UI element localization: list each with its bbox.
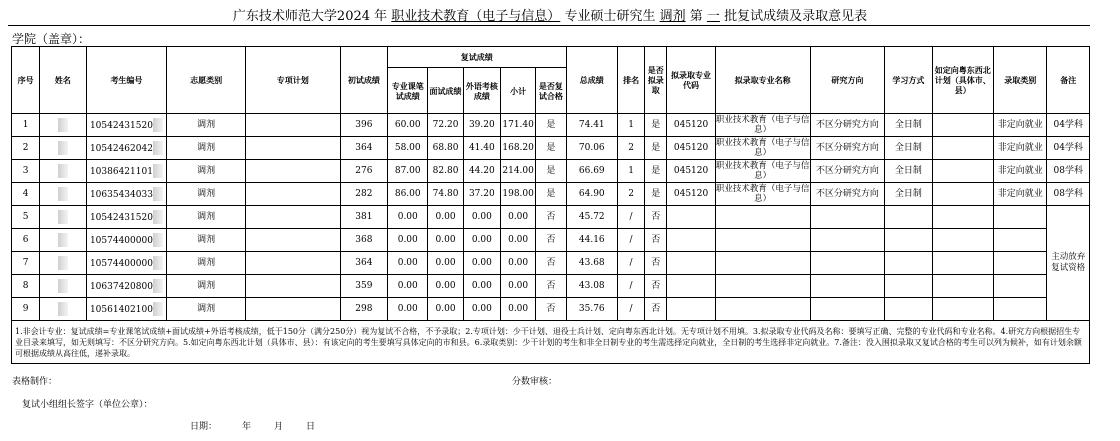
cell-interview: 74.80 bbox=[428, 183, 463, 206]
cell-plan bbox=[245, 160, 340, 183]
cell-study-mode bbox=[885, 298, 932, 321]
cell-admit: 是 bbox=[645, 137, 667, 160]
redaction-mark bbox=[58, 256, 68, 270]
redaction-mark bbox=[153, 256, 163, 270]
cell-no: 3 bbox=[12, 160, 40, 183]
cell-category: 调剂 bbox=[167, 137, 246, 160]
notes-text: 1.非会计专业：复试成绩=专业课笔试成绩+面试成绩+外语考核成绩，低于150分（满分250分）视为复试不合格，不予录取；2.专项计划：少干计划、退役士兵计划、定向粤东西北计划。无专项计划不用填。3.拟录取专业代码及名称：要填写正确、完整的专业代码和专业名称。4.研究方向根据招生专业目录来填写，如无则填写：不区分研究方向。5.如定向粤东西北计划（具体市、县）：有该定向的考生要填写具体定向的市和县。6.录取类别：少干计划的考生和非全日制专业的考生需选择定向就业，全日制的考生选择非定向就业。7.备注：没入围拟录取又复试合格的考生可以列为候补，如有计划余额可根据成绩从高往低，递补录取。 bbox=[12, 321, 1090, 364]
cell-study-mode bbox=[885, 252, 932, 275]
cell-no: 8 bbox=[12, 275, 40, 298]
cell-interview: 0.00 bbox=[428, 229, 463, 252]
cell-initial: 276 bbox=[340, 160, 387, 183]
date-year-label: 年 bbox=[242, 422, 252, 432]
header-major: 拟录取专业名称 bbox=[715, 47, 810, 114]
header-foreign: 外语考核成绩 bbox=[463, 68, 500, 114]
cell-subtotal: 198.00 bbox=[500, 183, 535, 206]
cell-written: 0.00 bbox=[388, 229, 428, 252]
cell-direction bbox=[810, 206, 885, 229]
cell-plan bbox=[245, 137, 340, 160]
table-row bbox=[12, 252, 1090, 275]
cell-foreign: 0.00 bbox=[463, 298, 500, 321]
cell-pass: 否 bbox=[536, 252, 566, 275]
cell-pass: 是 bbox=[536, 137, 566, 160]
title-kind: 调剂 bbox=[659, 9, 686, 24]
cell-name-redacted bbox=[40, 160, 86, 183]
cell-rank: 2 bbox=[617, 137, 644, 160]
cell-initial: 364 bbox=[340, 252, 387, 275]
redaction-mark bbox=[153, 279, 163, 293]
header-oriented: 如定向粤东西北计划（具体市、县） bbox=[932, 47, 994, 114]
cell-no: 6 bbox=[12, 229, 40, 252]
cell-pass: 否 bbox=[536, 229, 566, 252]
header-interview: 面试成绩 bbox=[428, 68, 463, 114]
cell-written: 0.00 bbox=[388, 275, 428, 298]
redaction-mark bbox=[58, 118, 68, 132]
cell-oriented bbox=[932, 252, 994, 275]
cell-subtotal: 0.00 bbox=[500, 275, 535, 298]
cell-no: 9 bbox=[12, 298, 40, 321]
cell-name-redacted bbox=[40, 229, 86, 252]
cell-pass: 否 bbox=[536, 298, 566, 321]
cell-exam-id bbox=[86, 229, 167, 252]
cell-initial: 364 bbox=[340, 137, 387, 160]
exam-id-text: 10574400000 bbox=[89, 235, 153, 246]
cell-initial: 368 bbox=[340, 229, 387, 252]
cell-remark: 04学科 bbox=[1047, 137, 1090, 160]
cell-oriented bbox=[932, 160, 994, 183]
cell-foreign: 0.00 bbox=[463, 206, 500, 229]
cell-name-redacted bbox=[40, 206, 86, 229]
cell-oriented bbox=[932, 137, 994, 160]
redaction-mark bbox=[58, 210, 68, 224]
cell-name-redacted bbox=[40, 183, 86, 206]
header-study-mode: 学习方式 bbox=[885, 47, 932, 114]
cell-admit: 是 bbox=[645, 114, 667, 137]
cell-admit-type: 非定向就业 bbox=[994, 114, 1047, 137]
exam-id-text: 10542431520 bbox=[89, 212, 153, 223]
cell-plan bbox=[245, 298, 340, 321]
cell-interview: 72.20 bbox=[428, 114, 463, 137]
cell-interview: 0.00 bbox=[428, 206, 463, 229]
header-category: 志愿类别 bbox=[167, 47, 246, 114]
cell-initial: 359 bbox=[340, 275, 387, 298]
cell-code: 045120 bbox=[667, 137, 715, 160]
cell-subtotal: 0.00 bbox=[500, 206, 535, 229]
cell-direction bbox=[810, 275, 885, 298]
cell-initial: 282 bbox=[340, 183, 387, 206]
title-pre: 广东技术师范大学2024 年 bbox=[232, 9, 388, 24]
cell-category: 调剂 bbox=[167, 114, 246, 137]
cell-rank: 2 bbox=[617, 183, 644, 206]
cell-exam-id bbox=[86, 275, 167, 298]
cell-admit-type bbox=[994, 275, 1047, 298]
title-divider bbox=[8, 25, 1090, 26]
header-rank: 排名 bbox=[617, 47, 644, 114]
table-row bbox=[12, 137, 1090, 160]
cell-major bbox=[715, 252, 810, 275]
cell-name-redacted bbox=[40, 252, 86, 275]
header-retest-group: 复试成绩 bbox=[388, 47, 566, 68]
cell-plan bbox=[245, 183, 340, 206]
redaction-mark bbox=[58, 302, 68, 316]
cell-subtotal: 168.20 bbox=[500, 137, 535, 160]
cell-interview: 0.00 bbox=[428, 252, 463, 275]
redaction-mark bbox=[153, 187, 163, 201]
redaction-mark bbox=[153, 164, 163, 178]
header-name: 姓名 bbox=[40, 47, 86, 114]
cell-exam-id bbox=[86, 183, 167, 206]
cell-code bbox=[667, 229, 715, 252]
cell-code bbox=[667, 275, 715, 298]
cell-written: 0.00 bbox=[388, 206, 428, 229]
cell-oriented bbox=[932, 298, 994, 321]
cell-remark: 08学科 bbox=[1047, 183, 1090, 206]
cell-direction bbox=[810, 229, 885, 252]
cell-rank: / bbox=[617, 206, 644, 229]
cell-admit: 是 bbox=[645, 160, 667, 183]
cell-pass: 否 bbox=[536, 275, 566, 298]
redaction-mark bbox=[153, 302, 163, 316]
cell-total: 35.76 bbox=[566, 298, 617, 321]
redaction-mark bbox=[58, 279, 68, 293]
redaction-mark bbox=[153, 210, 163, 224]
score-reviewer-label: 分数审核： bbox=[512, 377, 558, 387]
college-label: 学院（盖章）： bbox=[12, 32, 91, 46]
redaction-mark bbox=[58, 141, 68, 155]
header-admit-type: 录取类别 bbox=[994, 47, 1047, 114]
cell-written: 87.00 bbox=[388, 160, 428, 183]
cell-no: 1 bbox=[12, 114, 40, 137]
cell-interview: 82.80 bbox=[428, 160, 463, 183]
cell-interview: 68.80 bbox=[428, 137, 463, 160]
cell-written: 60.00 bbox=[388, 114, 428, 137]
cell-category: 调剂 bbox=[167, 160, 246, 183]
cell-foreign: 37.20 bbox=[463, 183, 500, 206]
cell-oriented bbox=[932, 275, 994, 298]
cell-initial: 396 bbox=[340, 114, 387, 137]
date-month-label: 月 bbox=[274, 422, 284, 432]
cell-study-mode: 全日制 bbox=[885, 183, 932, 206]
cell-name-redacted bbox=[40, 137, 86, 160]
date-label: 日期： bbox=[190, 422, 218, 432]
cell-exam-id bbox=[86, 114, 167, 137]
cell-admit: 否 bbox=[645, 206, 667, 229]
cell-name-redacted bbox=[40, 275, 86, 298]
cell-category: 调剂 bbox=[167, 298, 246, 321]
cell-total: 45.72 bbox=[566, 206, 617, 229]
cell-plan bbox=[245, 114, 340, 137]
title-post: 批复试成绩及录取意见表 bbox=[724, 9, 868, 24]
cell-pass: 是 bbox=[536, 160, 566, 183]
cell-pass: 是 bbox=[536, 183, 566, 206]
cell-interview: 0.00 bbox=[428, 275, 463, 298]
cell-pass: 否 bbox=[536, 206, 566, 229]
cell-plan bbox=[245, 275, 340, 298]
cell-rank: / bbox=[617, 275, 644, 298]
header-direction: 研究方向 bbox=[810, 47, 885, 114]
cell-total: 43.08 bbox=[566, 275, 617, 298]
cell-direction: 不区分研究方向 bbox=[810, 114, 885, 137]
redaction-mark bbox=[58, 233, 68, 247]
header-admit: 是否拟录取 bbox=[645, 47, 667, 114]
cell-code bbox=[667, 206, 715, 229]
redaction-mark bbox=[153, 233, 163, 247]
cell-oriented bbox=[932, 114, 994, 137]
cell-major: 职业技术教育（电子与信息） bbox=[715, 138, 810, 158]
cell-admit: 否 bbox=[645, 229, 667, 252]
group-leader-signature-label: 复试小组组长签字（单位公章）： bbox=[22, 400, 153, 410]
cell-major: 职业技术教育（电子与信息） bbox=[715, 161, 810, 181]
table-row bbox=[12, 229, 1090, 252]
cell-written: 0.00 bbox=[388, 298, 428, 321]
header-code: 拟录取专业代码 bbox=[667, 47, 715, 114]
cell-code: 045120 bbox=[667, 114, 715, 137]
cell-study-mode bbox=[885, 206, 932, 229]
cell-admit: 是 bbox=[645, 183, 667, 206]
exam-id-text: 10542431520 bbox=[89, 120, 153, 131]
cell-category: 调剂 bbox=[167, 206, 246, 229]
cell-major: 职业技术教育（电子与信息） bbox=[715, 115, 810, 135]
cell-plan bbox=[245, 252, 340, 275]
table-row bbox=[12, 160, 1090, 183]
cell-study-mode bbox=[885, 229, 932, 252]
redaction-mark bbox=[58, 187, 68, 201]
cell-category: 调剂 bbox=[167, 229, 246, 252]
cell-category: 调剂 bbox=[167, 252, 246, 275]
title-di: 第 bbox=[689, 9, 703, 24]
table-row bbox=[12, 183, 1090, 206]
cell-oriented bbox=[932, 206, 994, 229]
cell-rank: 1 bbox=[617, 160, 644, 183]
header-no: 序号 bbox=[12, 47, 40, 114]
cell-name-redacted bbox=[40, 298, 86, 321]
cell-direction bbox=[810, 252, 885, 275]
header-subtotal: 小计 bbox=[500, 68, 535, 114]
cell-subtotal: 0.00 bbox=[500, 298, 535, 321]
cell-remark: 04学科 bbox=[1047, 114, 1090, 137]
cell-remark: 08学科 bbox=[1047, 160, 1090, 183]
title-mid: 专业硕士研究生 bbox=[564, 9, 656, 24]
exam-id-text: 10542462042 bbox=[89, 143, 153, 154]
cell-admit-type bbox=[994, 252, 1047, 275]
cell-foreign: 0.00 bbox=[463, 252, 500, 275]
date-day-label: 日 bbox=[306, 422, 316, 432]
cell-direction: 不区分研究方向 bbox=[810, 183, 885, 206]
cell-total: 64.90 bbox=[566, 183, 617, 206]
cell-initial: 381 bbox=[340, 206, 387, 229]
cell-study-mode bbox=[885, 275, 932, 298]
cell-rank: / bbox=[617, 252, 644, 275]
cell-exam-id bbox=[86, 137, 167, 160]
table-row bbox=[12, 298, 1090, 321]
cell-category: 调剂 bbox=[167, 275, 246, 298]
cell-total: 74.41 bbox=[566, 114, 617, 137]
cell-code bbox=[667, 252, 715, 275]
cell-total: 44.16 bbox=[566, 229, 617, 252]
cell-total: 66.69 bbox=[566, 160, 617, 183]
cell-rank: / bbox=[617, 298, 644, 321]
cell-subtotal: 0.00 bbox=[500, 252, 535, 275]
notes-row bbox=[12, 321, 1090, 364]
cell-study-mode: 全日制 bbox=[885, 160, 932, 183]
header-plan: 专项计划 bbox=[245, 47, 340, 114]
header-initial: 初试成绩 bbox=[340, 47, 387, 114]
cell-exam-id bbox=[86, 298, 167, 321]
cell-major bbox=[715, 229, 810, 252]
table-maker-label: 表格制作： bbox=[12, 377, 58, 387]
cell-admit: 否 bbox=[645, 252, 667, 275]
cell-foreign: 0.00 bbox=[463, 275, 500, 298]
cell-admit-type: 非定向就业 bbox=[994, 137, 1047, 160]
cell-total: 70.06 bbox=[566, 137, 617, 160]
results-table bbox=[11, 46, 1090, 364]
cell-foreign: 0.00 bbox=[463, 229, 500, 252]
cell-rank: 1 bbox=[617, 114, 644, 137]
cell-no: 5 bbox=[12, 206, 40, 229]
cell-foreign: 41.40 bbox=[463, 137, 500, 160]
cell-total: 43.68 bbox=[566, 252, 617, 275]
header-remark: 备注 bbox=[1047, 47, 1090, 114]
college-stamp-line bbox=[12, 30, 182, 47]
cell-category: 调剂 bbox=[167, 183, 246, 206]
header-exam-id: 考生编号 bbox=[86, 47, 167, 114]
redaction-mark bbox=[153, 118, 163, 132]
cell-code: 045120 bbox=[667, 183, 715, 206]
cell-subtotal: 171.40 bbox=[500, 114, 535, 137]
cell-interview: 0.00 bbox=[428, 298, 463, 321]
cell-admit-type: 非定向就业 bbox=[994, 183, 1047, 206]
cell-direction: 不区分研究方向 bbox=[810, 137, 885, 160]
cell-admit-type bbox=[994, 298, 1047, 321]
cell-subtotal: 214.00 bbox=[500, 160, 535, 183]
cell-no: 4 bbox=[12, 183, 40, 206]
page-title bbox=[0, 5, 1100, 24]
cell-plan bbox=[245, 206, 340, 229]
cell-exam-id bbox=[86, 252, 167, 275]
cell-written: 58.00 bbox=[388, 137, 428, 160]
redaction-mark bbox=[58, 164, 68, 178]
cell-admit-type bbox=[994, 206, 1047, 229]
cell-subtotal: 0.00 bbox=[500, 229, 535, 252]
cell-written: 0.00 bbox=[388, 252, 428, 275]
cell-foreign: 44.20 bbox=[463, 160, 500, 183]
exam-id-text: 10637420800 bbox=[89, 281, 153, 292]
exam-id-text: 10561402100 bbox=[89, 304, 153, 315]
cell-remark-merged: 主动放弃复试资格 bbox=[1047, 206, 1090, 321]
cell-admit: 否 bbox=[645, 275, 667, 298]
cell-major bbox=[715, 298, 810, 321]
cell-code: 045120 bbox=[667, 160, 715, 183]
table-row bbox=[12, 275, 1090, 298]
header-total: 总成绩 bbox=[566, 47, 617, 114]
cell-oriented bbox=[932, 229, 994, 252]
cell-exam-id bbox=[86, 160, 167, 183]
cell-no: 7 bbox=[12, 252, 40, 275]
cell-study-mode: 全日制 bbox=[885, 137, 932, 160]
exam-id-text: 10386421101 bbox=[89, 166, 153, 177]
cell-name-redacted bbox=[40, 114, 86, 137]
exam-id-text: 10574400000 bbox=[89, 258, 153, 269]
cell-rank: / bbox=[617, 229, 644, 252]
title-discipline: 职业技术教育（电子与信息） bbox=[391, 9, 561, 24]
redaction-mark bbox=[153, 141, 163, 155]
cell-admit: 否 bbox=[645, 298, 667, 321]
cell-initial: 298 bbox=[340, 298, 387, 321]
cell-plan bbox=[245, 229, 340, 252]
table-row bbox=[12, 114, 1090, 137]
cell-major bbox=[715, 206, 810, 229]
cell-no: 2 bbox=[12, 137, 40, 160]
cell-major: 职业技术教育（电子与信息） bbox=[715, 184, 810, 204]
exam-id-text: 10635434033 bbox=[89, 189, 153, 200]
cell-study-mode: 全日制 bbox=[885, 114, 932, 137]
cell-admit-type bbox=[994, 229, 1047, 252]
table-row bbox=[12, 206, 1090, 229]
cell-exam-id bbox=[86, 206, 167, 229]
cell-major bbox=[715, 275, 810, 298]
cell-written: 86.00 bbox=[388, 183, 428, 206]
header-written: 专业课笔试成绩 bbox=[388, 68, 428, 114]
cell-direction: 不区分研究方向 bbox=[810, 160, 885, 183]
cell-code bbox=[667, 298, 715, 321]
cell-foreign: 39.20 bbox=[463, 114, 500, 137]
cell-direction bbox=[810, 298, 885, 321]
cell-admit-type: 非定向就业 bbox=[994, 160, 1047, 183]
cell-pass: 是 bbox=[536, 114, 566, 137]
title-batch: 一 bbox=[706, 9, 720, 24]
cell-oriented bbox=[932, 183, 994, 206]
header-pass: 是否复试合格 bbox=[536, 68, 566, 114]
